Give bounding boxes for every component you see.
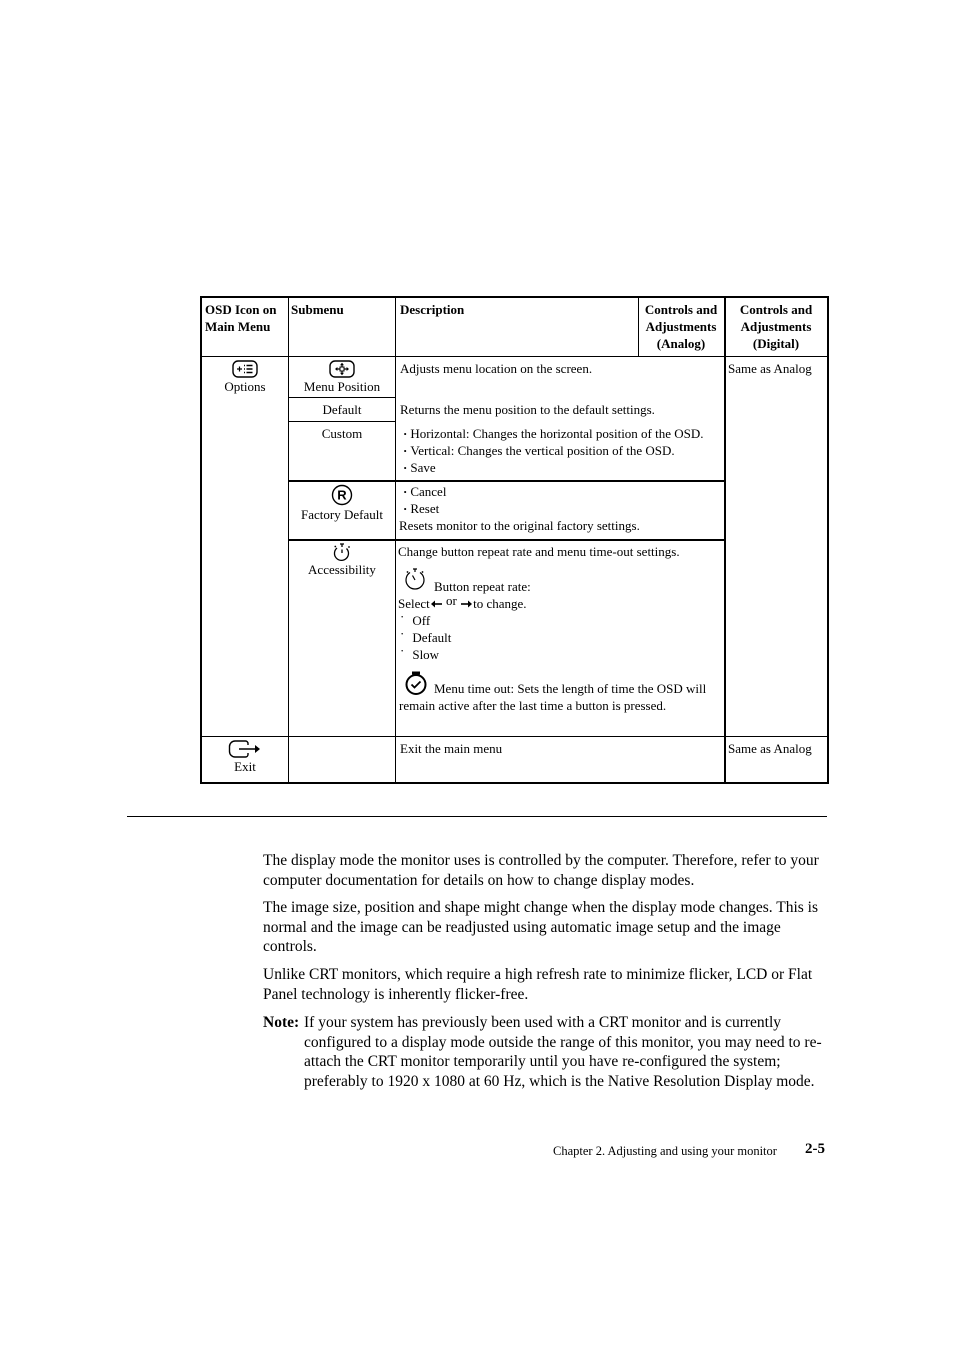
- note-text: If your system has previously been used with a CRT monitor and is currently configured to a display mode outside the range of this monitor, you may need to re-attach the CRT monitor temporarily until you have re-configured the system; preferably to 1920 x 1080 at 60 Hz, which is the Native Resolution Display mode.: [304, 1014, 822, 1090]
- repeat-options: [398, 609, 723, 663]
- menu-position-cell: [289, 360, 395, 395]
- note-label: Note:: [263, 1014, 300, 1031]
- default-description: Returns the menu position to the default settings.: [400, 402, 655, 417]
- options-cell: [202, 360, 288, 395]
- exit-description: Exit the main menu: [400, 741, 503, 756]
- custom-label: Custom: [321, 426, 363, 441]
- factory-default-label: Factory Default: [301, 507, 383, 522]
- paragraph-image-size: The image size, position and shape might change when the display mode changes. This is normal and the image can be readjusted using automatic image setup and the image controls.: [263, 899, 819, 955]
- select-or: or: [446, 593, 457, 608]
- default-label: Default: [322, 402, 362, 417]
- options-digital: Same as Analog: [728, 361, 812, 376]
- table-divider: [638, 296, 639, 357]
- paragraph-display-mode: The display mode the monitor uses is controlled by the computer. Therefore, refer to your computer documentation for details on how to change display modes.: [263, 852, 819, 889]
- table-border: [827, 296, 829, 784]
- exit-cell: [202, 740, 288, 775]
- header-digital: Controls and Adjustments (Digital): [739, 302, 813, 351]
- header-analog: Controls and Adjustments (Analog): [644, 302, 718, 351]
- exit-icon: [228, 740, 262, 758]
- accessibility-cell: [289, 543, 395, 578]
- factory-default-text: Resets monitor to the original factory settings.: [399, 518, 640, 533]
- select-line: [398, 595, 723, 612]
- arrow-left-icon: [430, 599, 443, 609]
- list-item: · Slow: [400, 643, 440, 662]
- table-divider: [200, 736, 829, 737]
- accessibility-label: Accessibility: [308, 562, 376, 577]
- list-item: · Default: [400, 626, 452, 645]
- accessibility-description: [398, 543, 723, 714]
- header-submenu: Submenu: [291, 302, 344, 317]
- header-description: Description: [400, 302, 465, 317]
- page-number: 2-5: [805, 1141, 825, 1157]
- factory-default-description: [399, 483, 723, 534]
- menu-position-icon: [329, 360, 355, 378]
- accessibility-icon: [332, 543, 352, 561]
- list-item: · Reset: [403, 500, 723, 517]
- arrow-right-icon: [460, 599, 473, 609]
- accessibility-text: Change button repeat rate and menu time-out settings.: [398, 544, 680, 559]
- menu-position-label: Menu Position: [303, 379, 381, 394]
- timeout-row: [398, 680, 723, 697]
- options-icon: [232, 360, 258, 378]
- paragraph-lcd: Unlike CRT monitors, which require a high refresh rate to minimize flicker, LCD or Flat Panel technology is inherently flicker-free.: [263, 966, 813, 1003]
- timer-icon: [404, 671, 428, 695]
- stopwatch-icon: [404, 568, 426, 590]
- header-osd-icon: OSD Icon on Main Menu: [205, 302, 277, 334]
- list-item: · Save: [403, 459, 725, 476]
- list-item: · Horizontal: Changes the horizontal position of the OSD.: [403, 425, 725, 442]
- list-item: · Vertical: Changes the vertical position of the OSD.: [403, 442, 725, 459]
- list-item: · Off: [400, 609, 431, 628]
- osd-controls-table: [200, 296, 829, 783]
- table-border: [200, 296, 829, 298]
- custom-bullets: [403, 425, 725, 476]
- menu-position-description: Adjusts menu location on the screen.: [400, 361, 593, 376]
- select-suffix: to change.: [473, 596, 527, 611]
- select-prefix: Select: [398, 596, 430, 611]
- factory-reset-icon: [331, 484, 353, 506]
- table-divider: [288, 397, 396, 398]
- note-block: [263, 1013, 828, 1091]
- table-divider: [288, 421, 396, 422]
- list-item: · Cancel: [403, 483, 723, 500]
- table-divider: [288, 539, 725, 541]
- footer-chapter: Chapter 2. Adjusting and using your monitor: [553, 1144, 777, 1158]
- repeat-rate-label: Button repeat rate:: [434, 579, 531, 594]
- table-border: [200, 782, 829, 784]
- options-label: Options: [224, 379, 266, 394]
- timeout-line1: Menu time out: Sets the length of time the OSD will: [434, 681, 707, 696]
- timeout-line2: remain active after the last time a button is pressed.: [399, 698, 667, 713]
- exit-label: Exit: [234, 759, 256, 774]
- table-divider: [200, 356, 829, 357]
- exit-digital: Same as Analog: [728, 741, 812, 756]
- factory-reset-letter: R: [337, 487, 347, 503]
- section-divider: [127, 816, 827, 817]
- factory-default-cell: [289, 484, 395, 523]
- table-divider: [288, 480, 725, 482]
